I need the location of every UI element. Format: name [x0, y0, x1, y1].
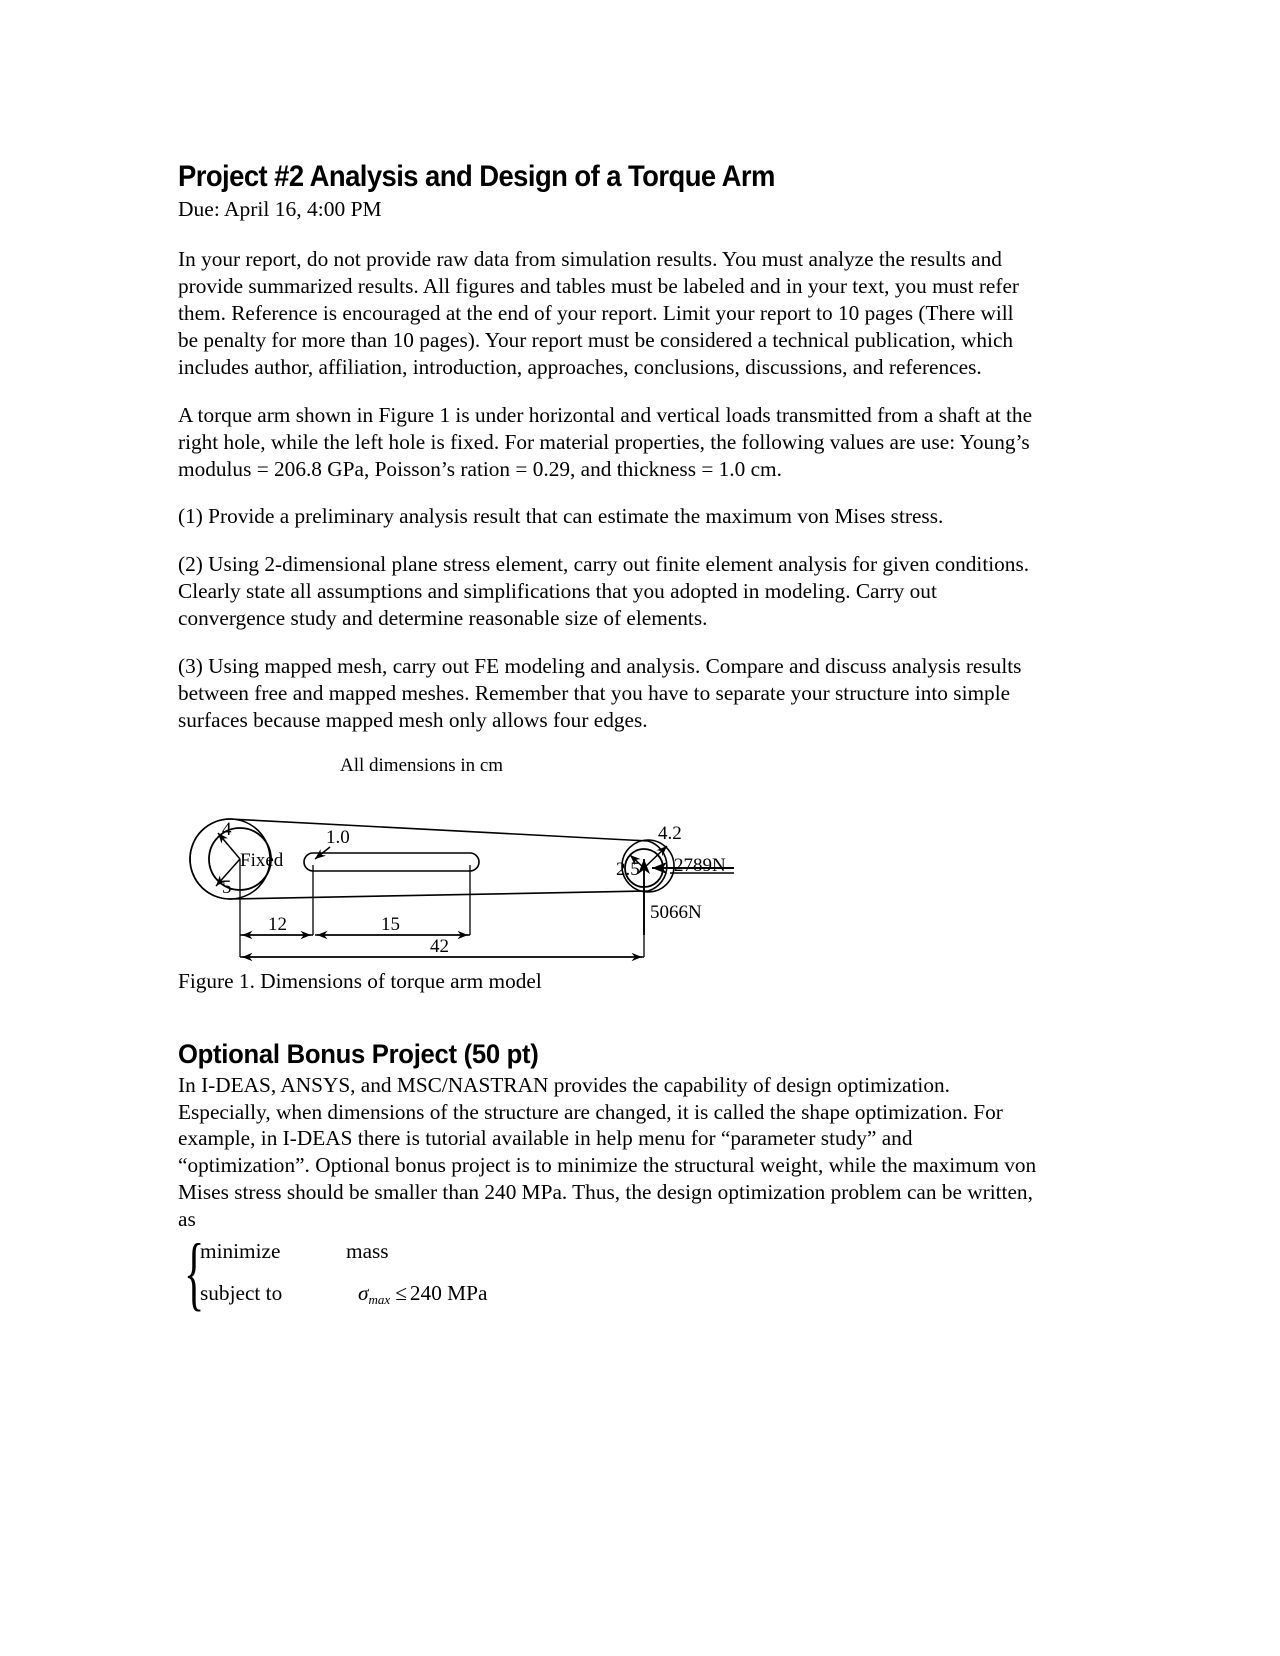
- document-content: [178, 160, 1038, 1323]
- equation-brace: {: [184, 1226, 205, 1320]
- equation-constraint-expression: [358, 1281, 487, 1308]
- paragraph-report-guidelines: In your report, do not provide raw data from simulation results. You must analyze the results and provide summarized results. All figures and tables must be labeled and in your text, you must refer them. Reference is encouraged at the end of your report. Limit your report to 10 pages (There will be penalty for more than 10 pages). Your report must be considered a technical publication, which includes author, affiliation, introduction, approaches, conclusions, discussions, and references.: [178, 246, 1020, 379]
- label-dim-12: 12: [268, 914, 287, 936]
- bonus-heading: Optional Bonus Project (50 pt): [178, 1038, 539, 1069]
- label-vertical-force: 5066N: [650, 902, 702, 924]
- label-right-inner-radius: 2.5: [616, 859, 640, 881]
- optimization-equation: [178, 1226, 1038, 1323]
- due-date: Due: April 16, 4:00 PM: [178, 197, 382, 222]
- label-right-outer-radius: 4.2: [658, 823, 682, 845]
- torque-arm-drawing: [178, 755, 778, 967]
- paragraph-torque-arm-description: A torque arm shown in Figure 1 is under horizontal and vertical loads transmitted from a shaft at the right hole, while the left hole is fixed. For material properties, the following values are use: Young’s modulus = 206.8 GPa, Poisson’s ration = 0.29, and thickness = 1.0 cm.: [178, 402, 1033, 481]
- paragraph-task-1: (1) Provide a preliminary analysis result that can estimate the maximum von Mises stress.: [178, 504, 944, 529]
- relation-symbol: ≤: [395, 1281, 407, 1306]
- equation-objective-value: mass: [346, 1239, 389, 1264]
- figure-torque-arm: [178, 755, 1038, 995]
- sigma-symbol: σ: [358, 1281, 369, 1306]
- page-title: Project #2 Analysis and Design of a Torque Arm: [178, 160, 775, 193]
- constraint-value: 240 MPa: [409, 1281, 488, 1306]
- label-dim-42: 42: [430, 936, 449, 958]
- paragraph-task-2: (2) Using 2-dimensional plane stress element, carry out finite element analysis for given conditions. Clearly state all assumptions and simplifications that you adopted in modeling. Carry out convergence study and determine reasonable size of elements.: [178, 552, 1030, 631]
- equation-constraint-label: subject to: [200, 1281, 283, 1306]
- paragraph-bonus: In I-DEAS, ANSYS, and MSC/NASTRAN provides the capability of design optimization. Especially, when dimensions of the structure are changed, it is called the shape optimization. For example, in I-DEAS there is tutorial available in help menu for “parameter study” and “optimization”. Optional bonus project is to minimize the structural weight, while the maximum von Mises stress should be smaller than 240 MPa. Thus, the design optimization problem can be written, as: [178, 1072, 1037, 1232]
- figure-caption: Figure 1. Dimensions of torque arm model: [178, 969, 542, 994]
- label-left-inner-radius: 4: [222, 819, 232, 841]
- figure-note-text: All dimensions in cm: [340, 755, 504, 777]
- label-fixed: Fixed: [240, 850, 284, 872]
- label-slot-width: 1.0: [326, 827, 350, 849]
- label-horizontal-force: 2789N: [674, 855, 726, 877]
- sigma-subscript: max: [368, 1292, 391, 1308]
- slot-outline: [304, 853, 479, 871]
- label-dim-15: 15: [381, 914, 400, 936]
- paragraph-task-3: (3) Using mapped mesh, carry out FE modeling and analysis. Compare and discuss analysis results between free and mapped meshes. Remember that you have to separate your structure into simple surfaces because mapped mesh only allows four edges.: [178, 654, 1022, 733]
- label-left-outer-radius: 5: [222, 877, 232, 899]
- equation-objective-label: minimize: [200, 1239, 281, 1264]
